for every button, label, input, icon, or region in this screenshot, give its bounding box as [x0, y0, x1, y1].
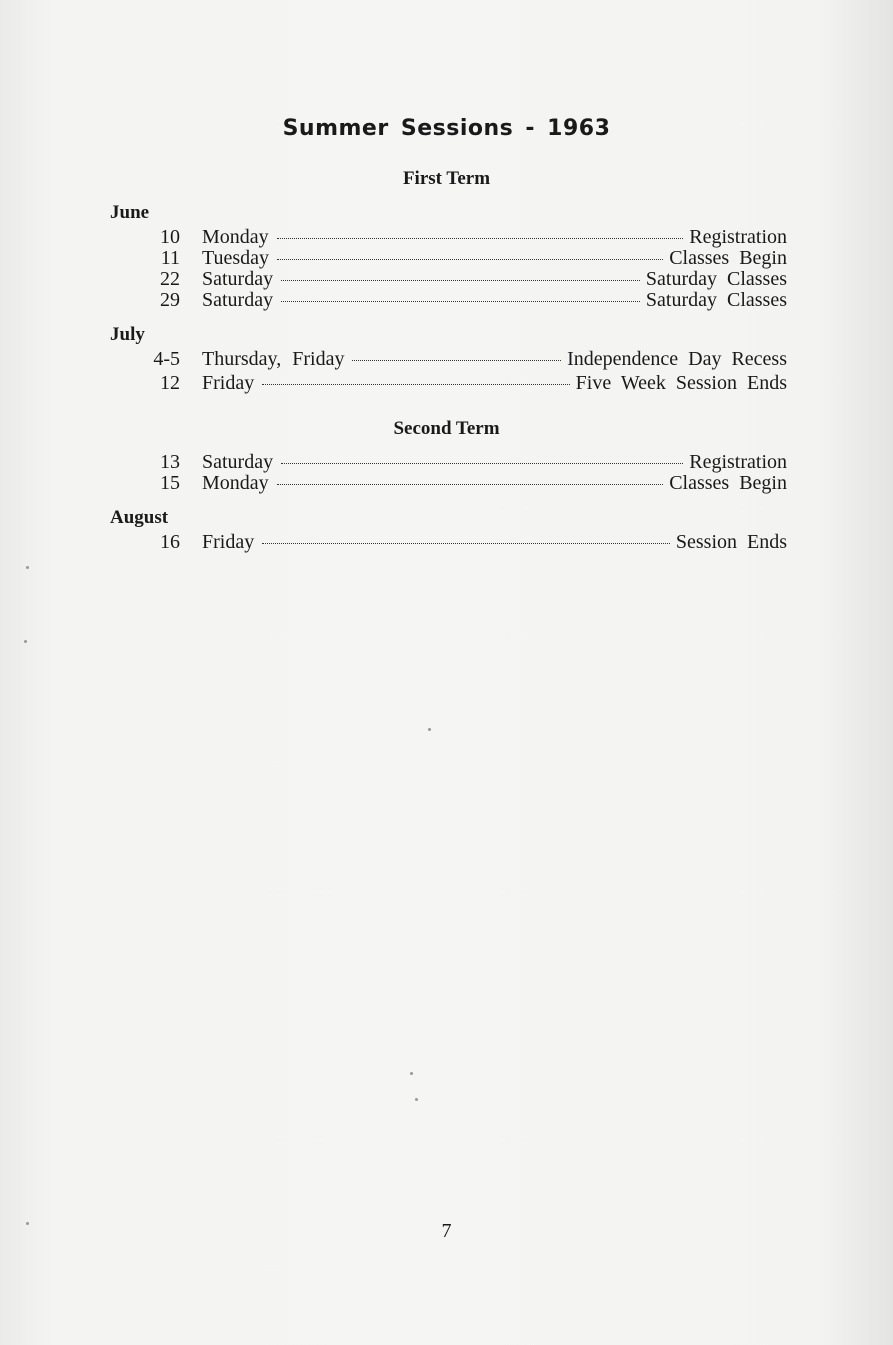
dot-leader: [281, 280, 640, 281]
first-term-heading: First Term: [402, 168, 491, 189]
dot-leader: [262, 543, 670, 544]
row-date: 15: [160, 472, 180, 494]
dot-leader: [277, 238, 684, 239]
month-heading-august: August: [110, 507, 169, 528]
row-day: Friday: [202, 531, 255, 553]
dot-leader: [281, 463, 683, 464]
row-event: Five Week Session Ends: [575, 372, 787, 394]
row-day: Tuesday: [202, 247, 270, 269]
dot-leader: [352, 360, 561, 361]
page-number: 7: [441, 1220, 452, 1242]
page-title: Summer Sessions - 1963: [282, 116, 611, 141]
row-day: Monday: [202, 472, 269, 494]
schedule-row: [110, 348, 787, 370]
paper-speck: [410, 1072, 413, 1075]
paper-speck: [428, 728, 431, 731]
row-date: 10: [160, 226, 180, 248]
row-date: 29: [160, 289, 180, 311]
row-day: Saturday: [202, 268, 274, 290]
dot-leader: [262, 384, 569, 385]
dot-leader: [277, 484, 664, 485]
row-day: Monday: [202, 226, 269, 248]
paper-speck: [26, 566, 29, 569]
schedule-row: [110, 226, 787, 248]
dot-leader: [277, 259, 663, 260]
row-day: Friday: [202, 372, 255, 394]
row-date: 22: [160, 268, 180, 290]
row-date: 12: [160, 372, 180, 394]
row-date: 4-5: [153, 348, 180, 370]
row-event: Classes Begin: [669, 247, 787, 269]
row-day: Saturday: [202, 289, 274, 311]
schedule-row: [110, 268, 787, 290]
row-day: Saturday: [202, 451, 274, 473]
row-event: Saturday Classes: [645, 289, 787, 311]
row-day: Thursday, Friday: [202, 348, 345, 370]
row-event: Registration: [689, 226, 787, 248]
second-term-heading: Second Term: [393, 418, 500, 439]
month-heading-july: July: [110, 324, 145, 345]
month-heading-june: June: [110, 202, 150, 223]
row-date: 13: [160, 451, 180, 473]
paper-speck: [26, 1222, 29, 1225]
schedule-row: [110, 247, 787, 269]
schedule-row: [110, 372, 787, 394]
row-event: Independence Day Recess: [567, 348, 787, 370]
schedule-row: [110, 531, 787, 553]
paper-speck: [415, 1098, 418, 1101]
row-event: Classes Begin: [669, 472, 787, 494]
row-event: Registration: [689, 451, 787, 473]
schedule-row: [110, 451, 787, 473]
row-event: Saturday Classes: [645, 268, 787, 290]
schedule-row: [110, 472, 787, 494]
row-event: Session Ends: [675, 531, 787, 553]
row-date: 16: [160, 531, 180, 553]
paper-speck: [24, 640, 27, 643]
dot-leader: [281, 301, 640, 302]
schedule-row: [110, 289, 787, 311]
row-date: 11: [160, 247, 180, 269]
